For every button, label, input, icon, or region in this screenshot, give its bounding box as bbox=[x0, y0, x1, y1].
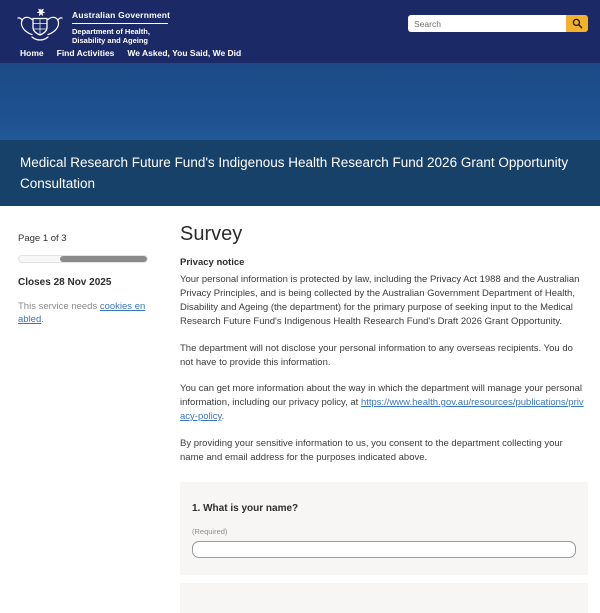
question-1-input[interactable] bbox=[192, 541, 576, 558]
nav-we-asked-you-said-we-did[interactable]: We Asked, You Said, We Did bbox=[127, 48, 242, 58]
question-1-box bbox=[180, 482, 588, 575]
privacy-paragraph-1: Your personal information is protected by law, including the Privacy Act 1988 and the Australian Privacy Principles, and is being collected by the Australian Government Department of Health, Disability and Ageing (the department) for the primary purpose of seeking input to the Medical Research Future Fund's Indigenous Health Research Fund's Draft 2026 Grant Opportunity. bbox=[180, 274, 580, 327]
logo-government-label: Australian Government bbox=[72, 10, 171, 20]
site-header bbox=[0, 0, 600, 63]
question-1-label: 1. What is your name? bbox=[192, 503, 299, 514]
cookies-note-period: . bbox=[41, 314, 44, 325]
logo-divider bbox=[72, 23, 168, 24]
privacy-paragraph-3-period: . bbox=[221, 411, 225, 422]
closes-date: Closes 28 Nov 2025 bbox=[18, 277, 112, 288]
search-input[interactable] bbox=[408, 15, 566, 32]
privacy-paragraph-3-text: You can get more information about the way in which the department will manage your personal information, including our privacy policy, at bbox=[180, 383, 583, 408]
gov-logo[interactable] bbox=[17, 6, 170, 45]
logo-department-line1: Department of Health, bbox=[72, 27, 150, 36]
privacy-paragraph-4: By providing your sensitive information to us, you consent to the department collecting your name and email address for the purposes indicated above. bbox=[180, 438, 563, 463]
survey-sidebar bbox=[18, 233, 150, 326]
privacy-paragraph-2: The department will not disclose your personal information to any overseas recipients. You do not have to provide this information. bbox=[180, 343, 573, 368]
privacy-notice-heading: Privacy notice bbox=[180, 257, 245, 268]
nav-find-activities[interactable]: Find Activities bbox=[56, 48, 115, 58]
search-icon bbox=[572, 18, 583, 29]
banner-image bbox=[0, 63, 600, 140]
content-area bbox=[0, 206, 600, 600]
privacy-policy-link[interactable]: https://www.health.gov.au/resources/publications/privacy-policy bbox=[180, 397, 584, 422]
page-indicator: Page 1 of 3 bbox=[18, 233, 67, 244]
main-nav bbox=[20, 48, 241, 58]
coat-of-arms-icon bbox=[17, 6, 63, 41]
search-bar bbox=[408, 15, 588, 32]
question-1-required-note: (Required) bbox=[192, 527, 228, 536]
progress-fill bbox=[60, 256, 147, 262]
question-2-box-partial bbox=[180, 583, 588, 613]
survey-main bbox=[180, 222, 588, 613]
cookies-note-text: This service needs bbox=[18, 301, 100, 312]
logo-department-line2: Disability and Ageing bbox=[72, 36, 148, 45]
logo-text bbox=[72, 6, 170, 45]
progress-bar bbox=[18, 255, 148, 263]
cookies-enabled-link[interactable]: cookies enabled bbox=[18, 301, 146, 325]
page-title: Medical Research Future Fund's Indigenous Health Research Fund 2026 Grant Opportunity Consultation bbox=[20, 155, 569, 191]
survey-heading: Survey bbox=[180, 223, 243, 245]
cookies-note bbox=[18, 300, 150, 326]
title-band bbox=[0, 140, 600, 206]
privacy-paragraph-3 bbox=[180, 382, 588, 424]
nav-home[interactable]: Home bbox=[20, 48, 44, 58]
search-button[interactable] bbox=[566, 15, 588, 32]
